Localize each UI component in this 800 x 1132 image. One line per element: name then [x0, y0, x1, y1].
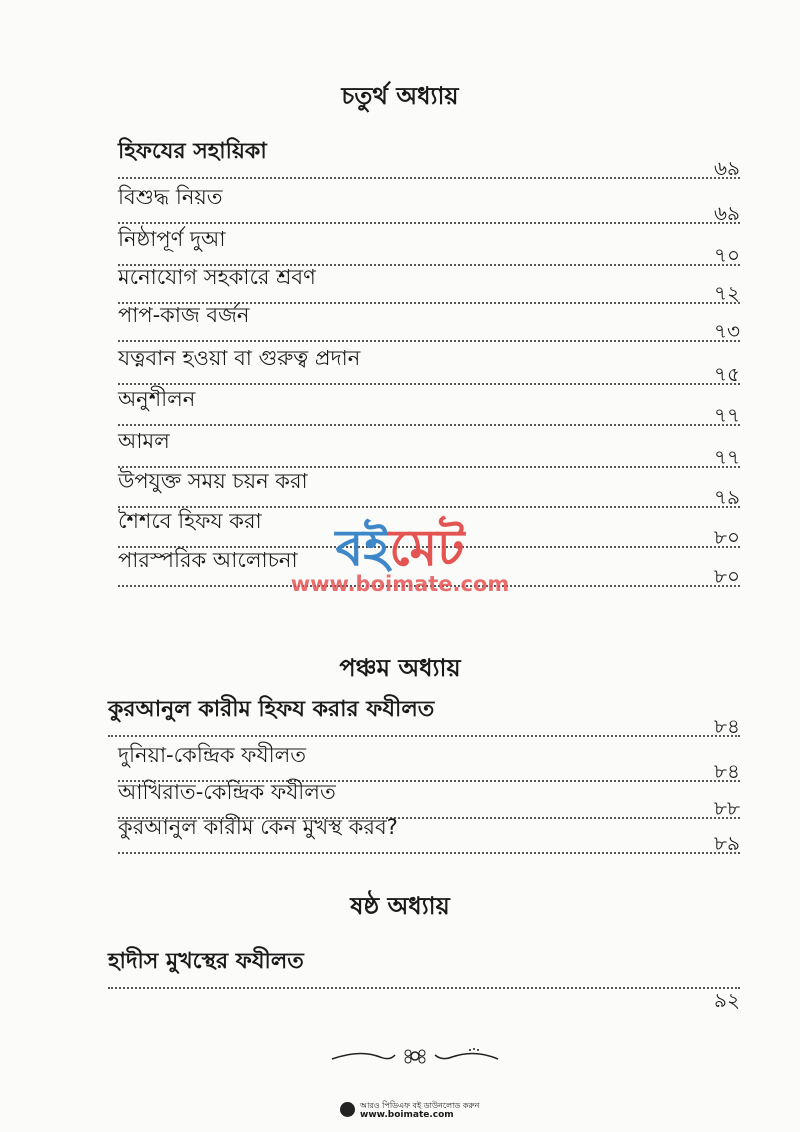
toc-entry[interactable] — [118, 469, 740, 509]
watermark-logo — [285, 518, 515, 578]
entry-title: যত্নবান হওয়া বা গুরুত্ব প্রদান — [118, 346, 361, 370]
entry-title: হাদীস মুখস্থের ফযীলত — [108, 949, 304, 974]
entry-title: আখিরাত-কেন্দ্রিক ফযীলত — [118, 780, 336, 804]
site-logo-icon — [340, 1102, 355, 1117]
toc-entry[interactable] — [118, 303, 740, 343]
ornament-divider-icon — [330, 1045, 500, 1067]
entry-title: কুরআনুল কারীম হিফয করার ফযীলত — [108, 697, 435, 722]
entry-title: মনোযোগ সহকারে শ্রবণ — [118, 265, 316, 289]
entry-page: ৭৫ — [714, 362, 740, 386]
entry-page: ৭৭ — [713, 403, 740, 427]
entry-title: বিশুদ্ধ নিয়ত — [118, 185, 223, 209]
watermark-logo-red: মেট — [389, 519, 465, 577]
entry-title: কুরআনুল কারীম কেন মুখস্থ করব? — [118, 815, 398, 839]
watermark-url: www.boimate.com — [290, 572, 510, 596]
entry-title: পারস্পরিক আলোচনা — [118, 548, 298, 572]
footer-line-1: আরও পিডিএফ বই ডাউনলোড করুন — [360, 1101, 480, 1110]
entry-page: ৭০ — [713, 243, 740, 267]
toc-entry[interactable] — [118, 346, 740, 386]
entry-page: ৭২ — [713, 281, 740, 305]
entry-page: ৬৯ — [714, 156, 740, 180]
toc-entry[interactable] — [118, 185, 740, 225]
toc-entry[interactable] — [118, 815, 740, 855]
entry-page: ৯২ — [714, 988, 740, 1012]
entry-page: ৮০ — [714, 525, 740, 549]
toc-entry[interactable] — [108, 697, 740, 738]
entry-page: ৭৯ — [714, 485, 740, 509]
dotted-leader — [118, 383, 740, 385]
entry-page: ৭৩ — [713, 319, 740, 343]
footer-credit — [340, 1100, 500, 1122]
toc-entry[interactable] — [118, 139, 740, 180]
entry-page: ৭৭ — [713, 445, 740, 469]
entry-page: ৮০ — [714, 564, 740, 588]
watermark-logo-blue: বই — [335, 519, 390, 577]
footer-url: www.boimate.com — [360, 1110, 454, 1120]
dotted-leader — [118, 177, 740, 179]
chapter-5-heading: পঞ্চম অধ্যায় — [339, 654, 461, 682]
entry-title: পাপ-কাজ বর্জন — [118, 303, 250, 327]
watermark — [285, 518, 515, 596]
toc-entry[interactable] — [118, 429, 740, 469]
entry-title: আমল — [118, 429, 170, 453]
entry-title: দুনিয়া-কেন্দ্রিক ফযীলত — [118, 743, 307, 767]
toc-entry[interactable] — [118, 387, 740, 427]
entry-page: ৮৯ — [714, 831, 740, 855]
entry-page: ৬৯ — [714, 201, 740, 225]
entry-title: শৈশবে হিফয করা — [118, 509, 262, 533]
entry-page: ৮৪ — [714, 759, 740, 783]
entry-page: ৮৮ — [714, 796, 740, 820]
entry-page: ৮৪ — [714, 714, 740, 738]
toc-entry[interactable] — [108, 949, 740, 1012]
entry-title: উপযুক্ত সময় চয়ন করা — [118, 469, 308, 493]
entry-title: অনুশীলন — [118, 387, 196, 411]
dotted-leader — [108, 987, 740, 989]
dotted-leader — [118, 424, 740, 426]
chapter-6-heading: ষষ্ঠ অধ্যায় — [350, 892, 450, 920]
dotted-leader — [118, 852, 740, 854]
dotted-leader — [108, 735, 740, 737]
entry-title: নিষ্ঠাপূর্ণ দুআ — [118, 227, 226, 251]
chapter-4-heading: চতুর্থ অধ্যায় — [341, 82, 459, 110]
entry-title: হিফযের সহায়িকা — [118, 139, 267, 164]
